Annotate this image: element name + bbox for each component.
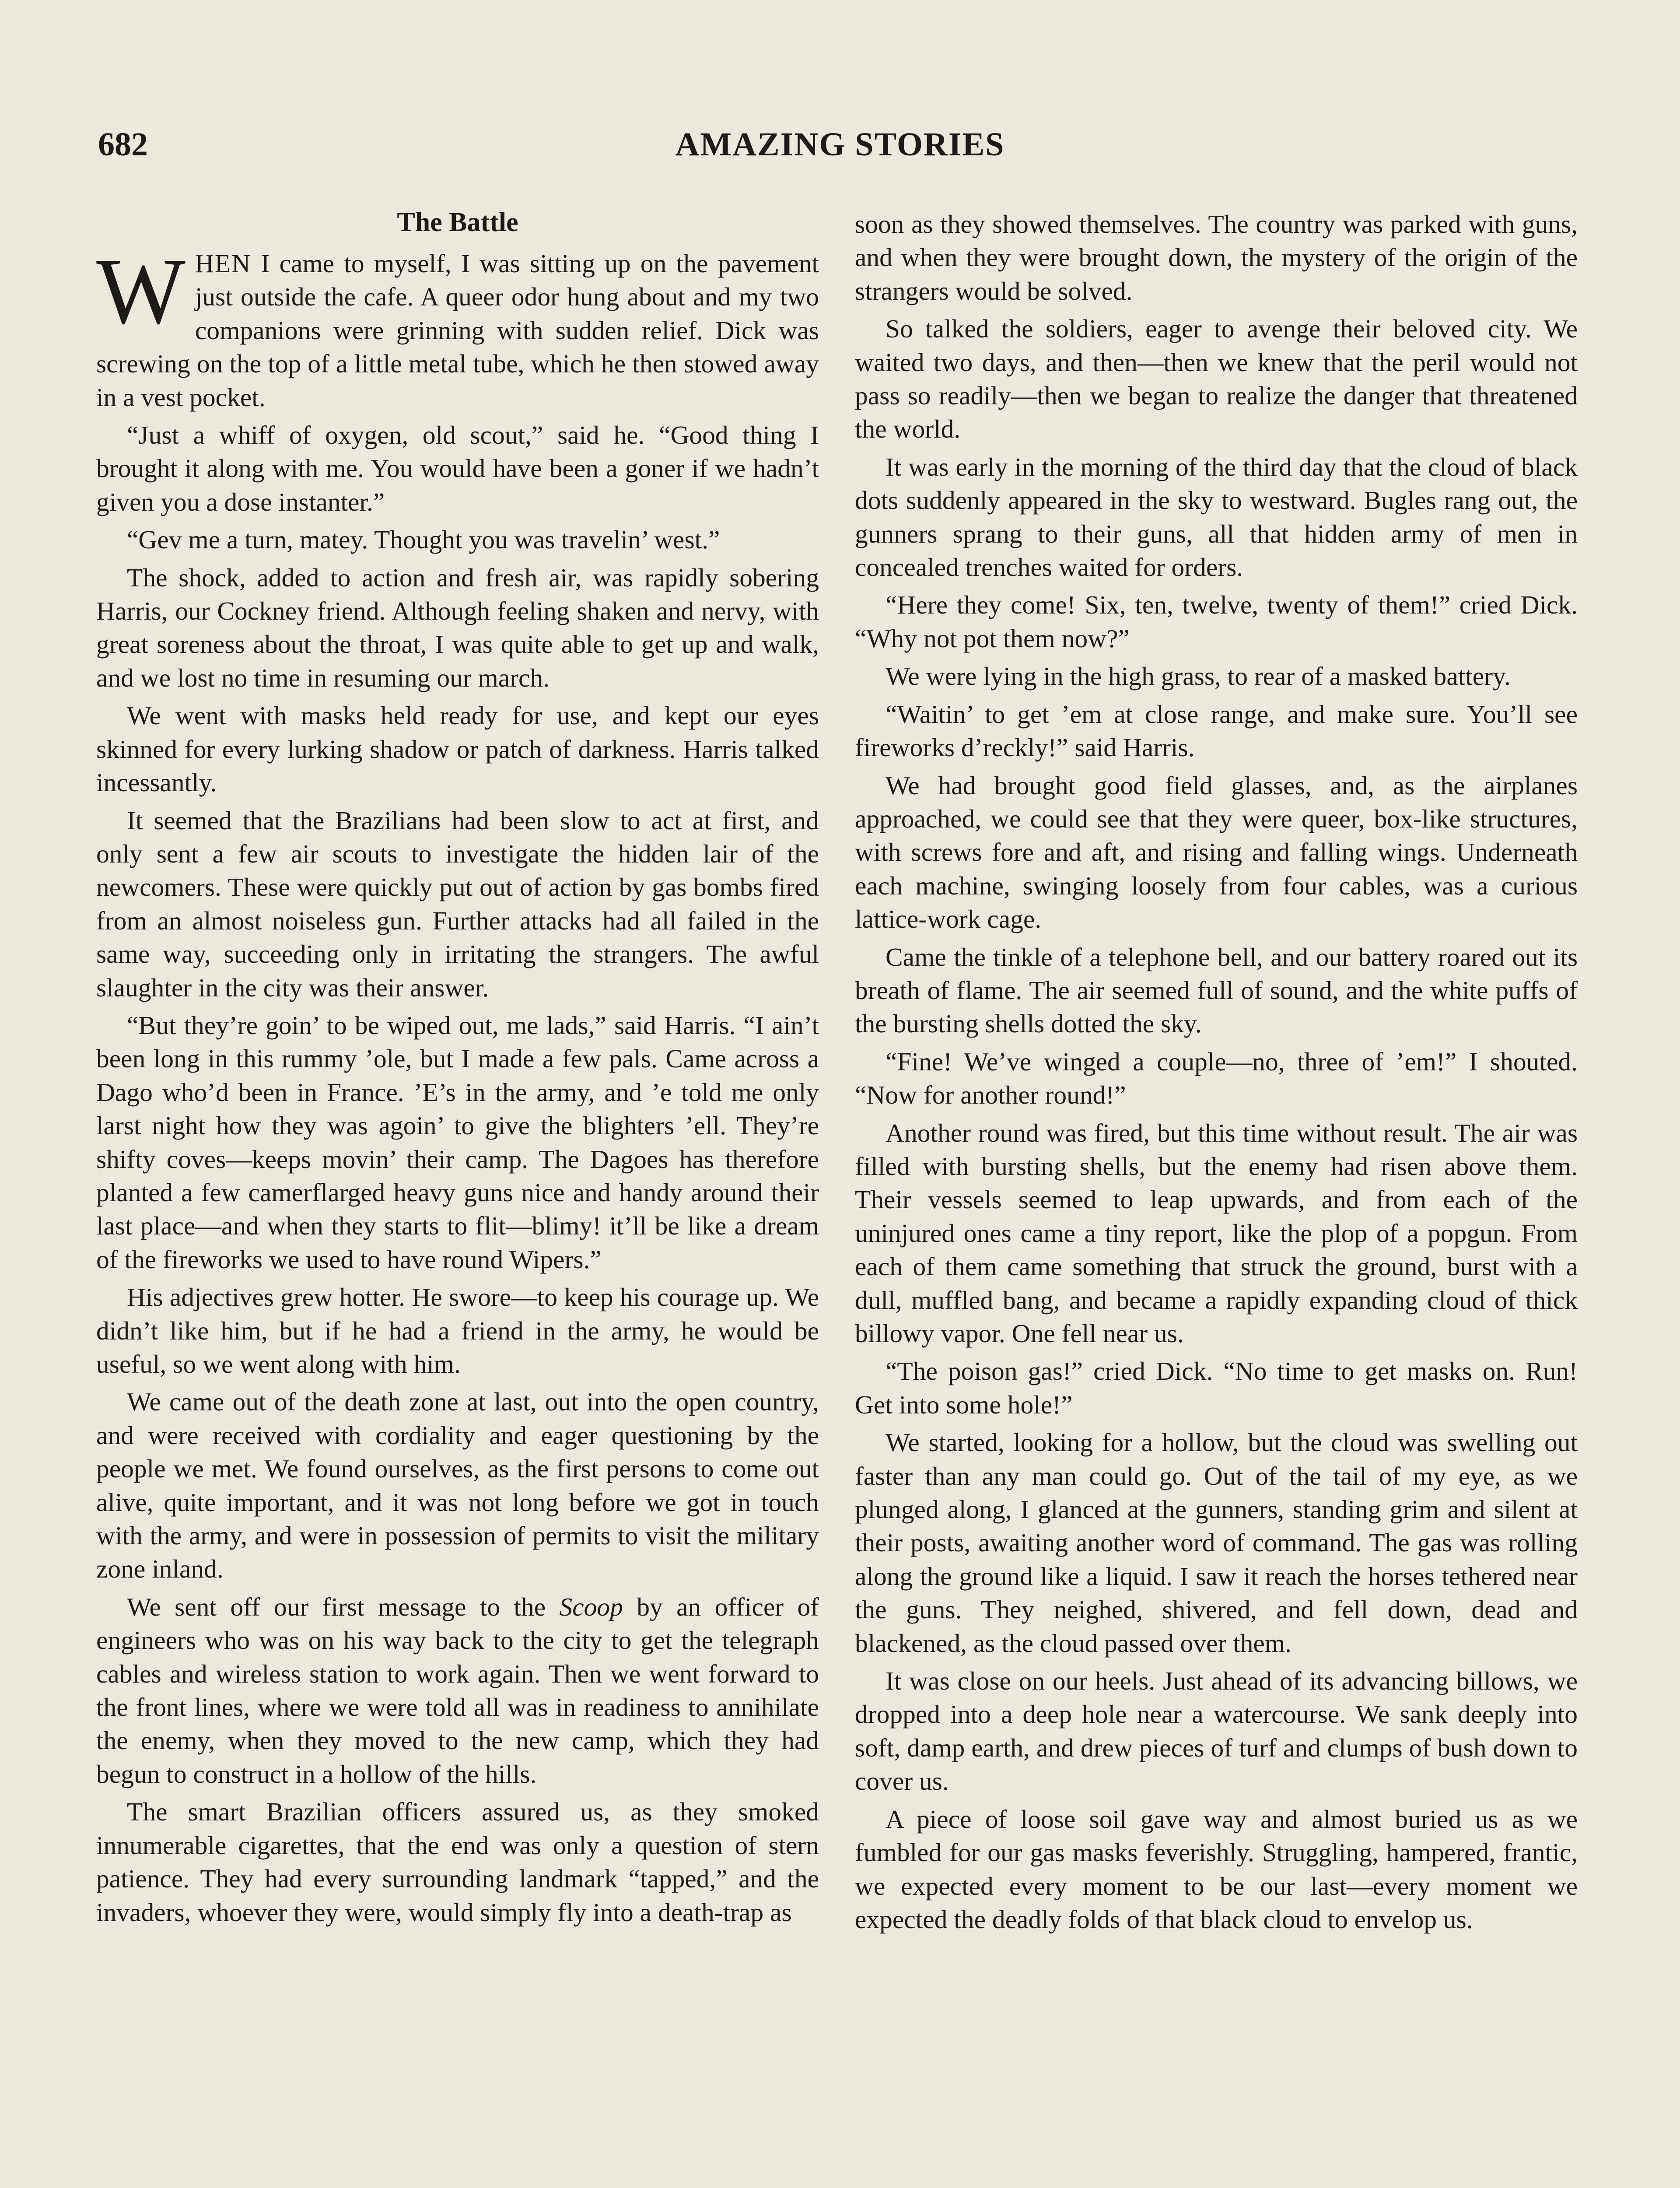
paragraph: We were lying in the high grass, to rear of a masked battery. — [886, 662, 1511, 691]
scoop-text-after: by an officer of engineers who was on his way back to the city to get the telegraph cables and wireless station to work again. Then we went forward to the front lines, where we were told all was in readiness to annihilate the enemy, when they moved to the new camp, which they had begun to construct in a hollow of the hills. — [96, 1592, 819, 1788]
paragraph: We went with masks held ready for use, and kept our eyes skinned for every lurking shadow or patch of darkness. Harris talked incessantly. — [96, 701, 819, 797]
paragraph: The smart Brazilian officers assured us, as they smoked innumerable cigarettes, that the end was only a question of stern patience. They had every surrounding landmark “tapped,” and the invaders, whoever they were, would simply fly into a death-trap as — [96, 1797, 819, 1927]
paragraph: It was early in the morning of the third day that the cloud of black dots suddenly appeared in the sky to westward. Bugles rang out, the gunners sprang to their guns, all that hidden army of men in concealed trenches waited for orders. — [855, 452, 1578, 582]
paragraph: “The poison gas!” cried Dick. “No time to get masks on. Run! Get into some hole!” — [855, 1357, 1578, 1419]
paragraph: “Gev me a turn, matey. Thought you was travelin’ west.” — [127, 525, 720, 554]
paragraph: “Just a whiff of oxygen, old scout,” said he. “Good thing I brought it along with me. You would have been a goner if we hadn’t given you a dose instanter.” — [96, 421, 819, 516]
paragraph: We had brought good field glasses, and, as the airplanes approached, we could see that they were queer, box-like structures, with screws fore and aft, and rising and falling wings. Underneath each machine, swinging loosely from four cables, was a curious lattice-work cage. — [855, 771, 1578, 934]
paragraph: It seemed that the Brazilians had been slow to act at first, and only sent a few air scouts to investigate the hidden lair of the newcomers. These were quickly put out of action by gas bombs fired from an almost noiseless gun. Further attacks had all failed in the same way, succeeding only in irritating the strangers. The awful slaughter in the city was their answer. — [96, 806, 819, 1002]
drop-cap: W — [96, 239, 186, 344]
paragraph: A piece of loose soil gave way and almost buried us as we fumbled for our gas masks feverishly. Struggling, hampered, frantic, we expected every moment to be our last—every moment we expected the deadly folds of that black cloud to envelop us. — [855, 1804, 1578, 1934]
paragraph: “Fine! We’ve winged a couple—no, three of ’em!” I shouted. “Now for another round!” — [855, 1047, 1578, 1110]
paragraph: Came the tinkle of a telephone bell, and our battery roared out its breath of flame. The air seemed full of sound, and the white puffs of the bursting shells dotted the sky. — [855, 942, 1578, 1038]
paragraph: So talked the soldiers, eager to avenge their beloved city. We waited two days, and then—then we knew that the peril would not pass so readily—then we began to realize the danger that threatened the world. — [855, 314, 1578, 444]
paragraph: The shock, added to action and fresh air, was rapidly sobering Harris, our Cockney friend. Although feeling shaken and nervy, with great soreness about the throat, I was quite able to get up and walk, and we lost no time in resuming our march. — [96, 563, 819, 692]
paragraph: Another round was fired, but this time without result. The air was filled with bursting shells, but the enemy had risen above them. Their vessels seemed to leap upwards, and from each of the uninjured ones came a tiny report, like the plop of a popgun. From each of them came something that struck the ground, burst with a dull, muffled bang, and became a rapidly expanding cloud of thick billowy vapor. One fell near us. — [855, 1118, 1578, 1348]
paragraph: We started, looking for a hollow, but the cloud was swelling out faster than any man could go. Out of the tail of my eye, as we plunged along, I glanced at the gunners, standing grim and silent at their posts, awaiting another word of command. The gas was rolling along the ground like a liquid. I saw it reach the horses tethered near the guns. They neighed, shivered, and fell down, dead and blackened, as the cloud passed over them. — [855, 1428, 1578, 1658]
scoop-paragraph — [96, 1590, 819, 1791]
scoop-title: Scoop — [559, 1592, 623, 1621]
page-number: 682 — [98, 126, 148, 163]
left-column — [96, 206, 819, 1933]
paragraph: “But they’re goin’ to be wiped out, me lads,” said Harris. “I ain’t been long in this rummy ’ole, but I made a few pals. Came across a Dago who’d been in France. ’E’s in the army, and ’e told me only larst night how they was agoin’ to give the blighters ’ell. They’re shifty coves—keeps movin’ their camp. The Dagoes has therefore planted a few camerflarged heavy guns nice and handy around their last place—and when they starts to flit—blimy! it’ll be like a dream of the fireworks we used to have round Wipers.” — [96, 1010, 819, 1274]
right-column — [855, 207, 1578, 1940]
opening-text: I came to myself, I was sitting up on the pavement just outside the cafe. A queer odor hung about and my two companions were grinning with sudden relief. Dick was screwing on the top of a little metal tube, which he then stowed away in a vest pocket. — [96, 249, 819, 412]
opening-small-caps: HEN — [195, 249, 252, 278]
paragraph: His adjectives grew hotter. He swore—to keep his courage up. We didn’t like him, but if he had a friend in the army, he would be useful, so we went along with him. — [96, 1283, 819, 1378]
running-title: AMAZING STORIES — [675, 126, 1005, 163]
paragraph: “Here they come! Six, ten, twelve, twenty of them!” cried Dick. “Why not pot them now?” — [855, 590, 1578, 653]
scoop-text-before: We sent off our first message to the — [127, 1592, 560, 1621]
opening-paragraph — [96, 239, 819, 414]
paragraph: It was close on our heels. Just ahead of its advancing billows, we dropped into a deep hole near a watercourse. We sank deeply into soft, damp earth, and drew pieces of turf and clumps of bush down to cover us. — [855, 1666, 1578, 1796]
paragraph: “Waitin’ to get ’em at close range, and make sure. You’ll see fireworks d’reckly!” said Harris. — [855, 699, 1578, 762]
section-heading: The Battle — [397, 207, 518, 237]
paragraph: We came out of the death zone at last, out into the open country, and were received with cordiality and eager questioning by the people we met. We found ourselves, as the first persons to come out alive, quite important, and it was not long before we got in touch with the army, and were in possession of permits to visit the military zone inland. — [96, 1387, 819, 1584]
continuation-paragraph: soon as they showed themselves. The country was parked with guns, and when they were brought down, the mystery of the origin of the strangers would be solved. — [855, 210, 1578, 305]
